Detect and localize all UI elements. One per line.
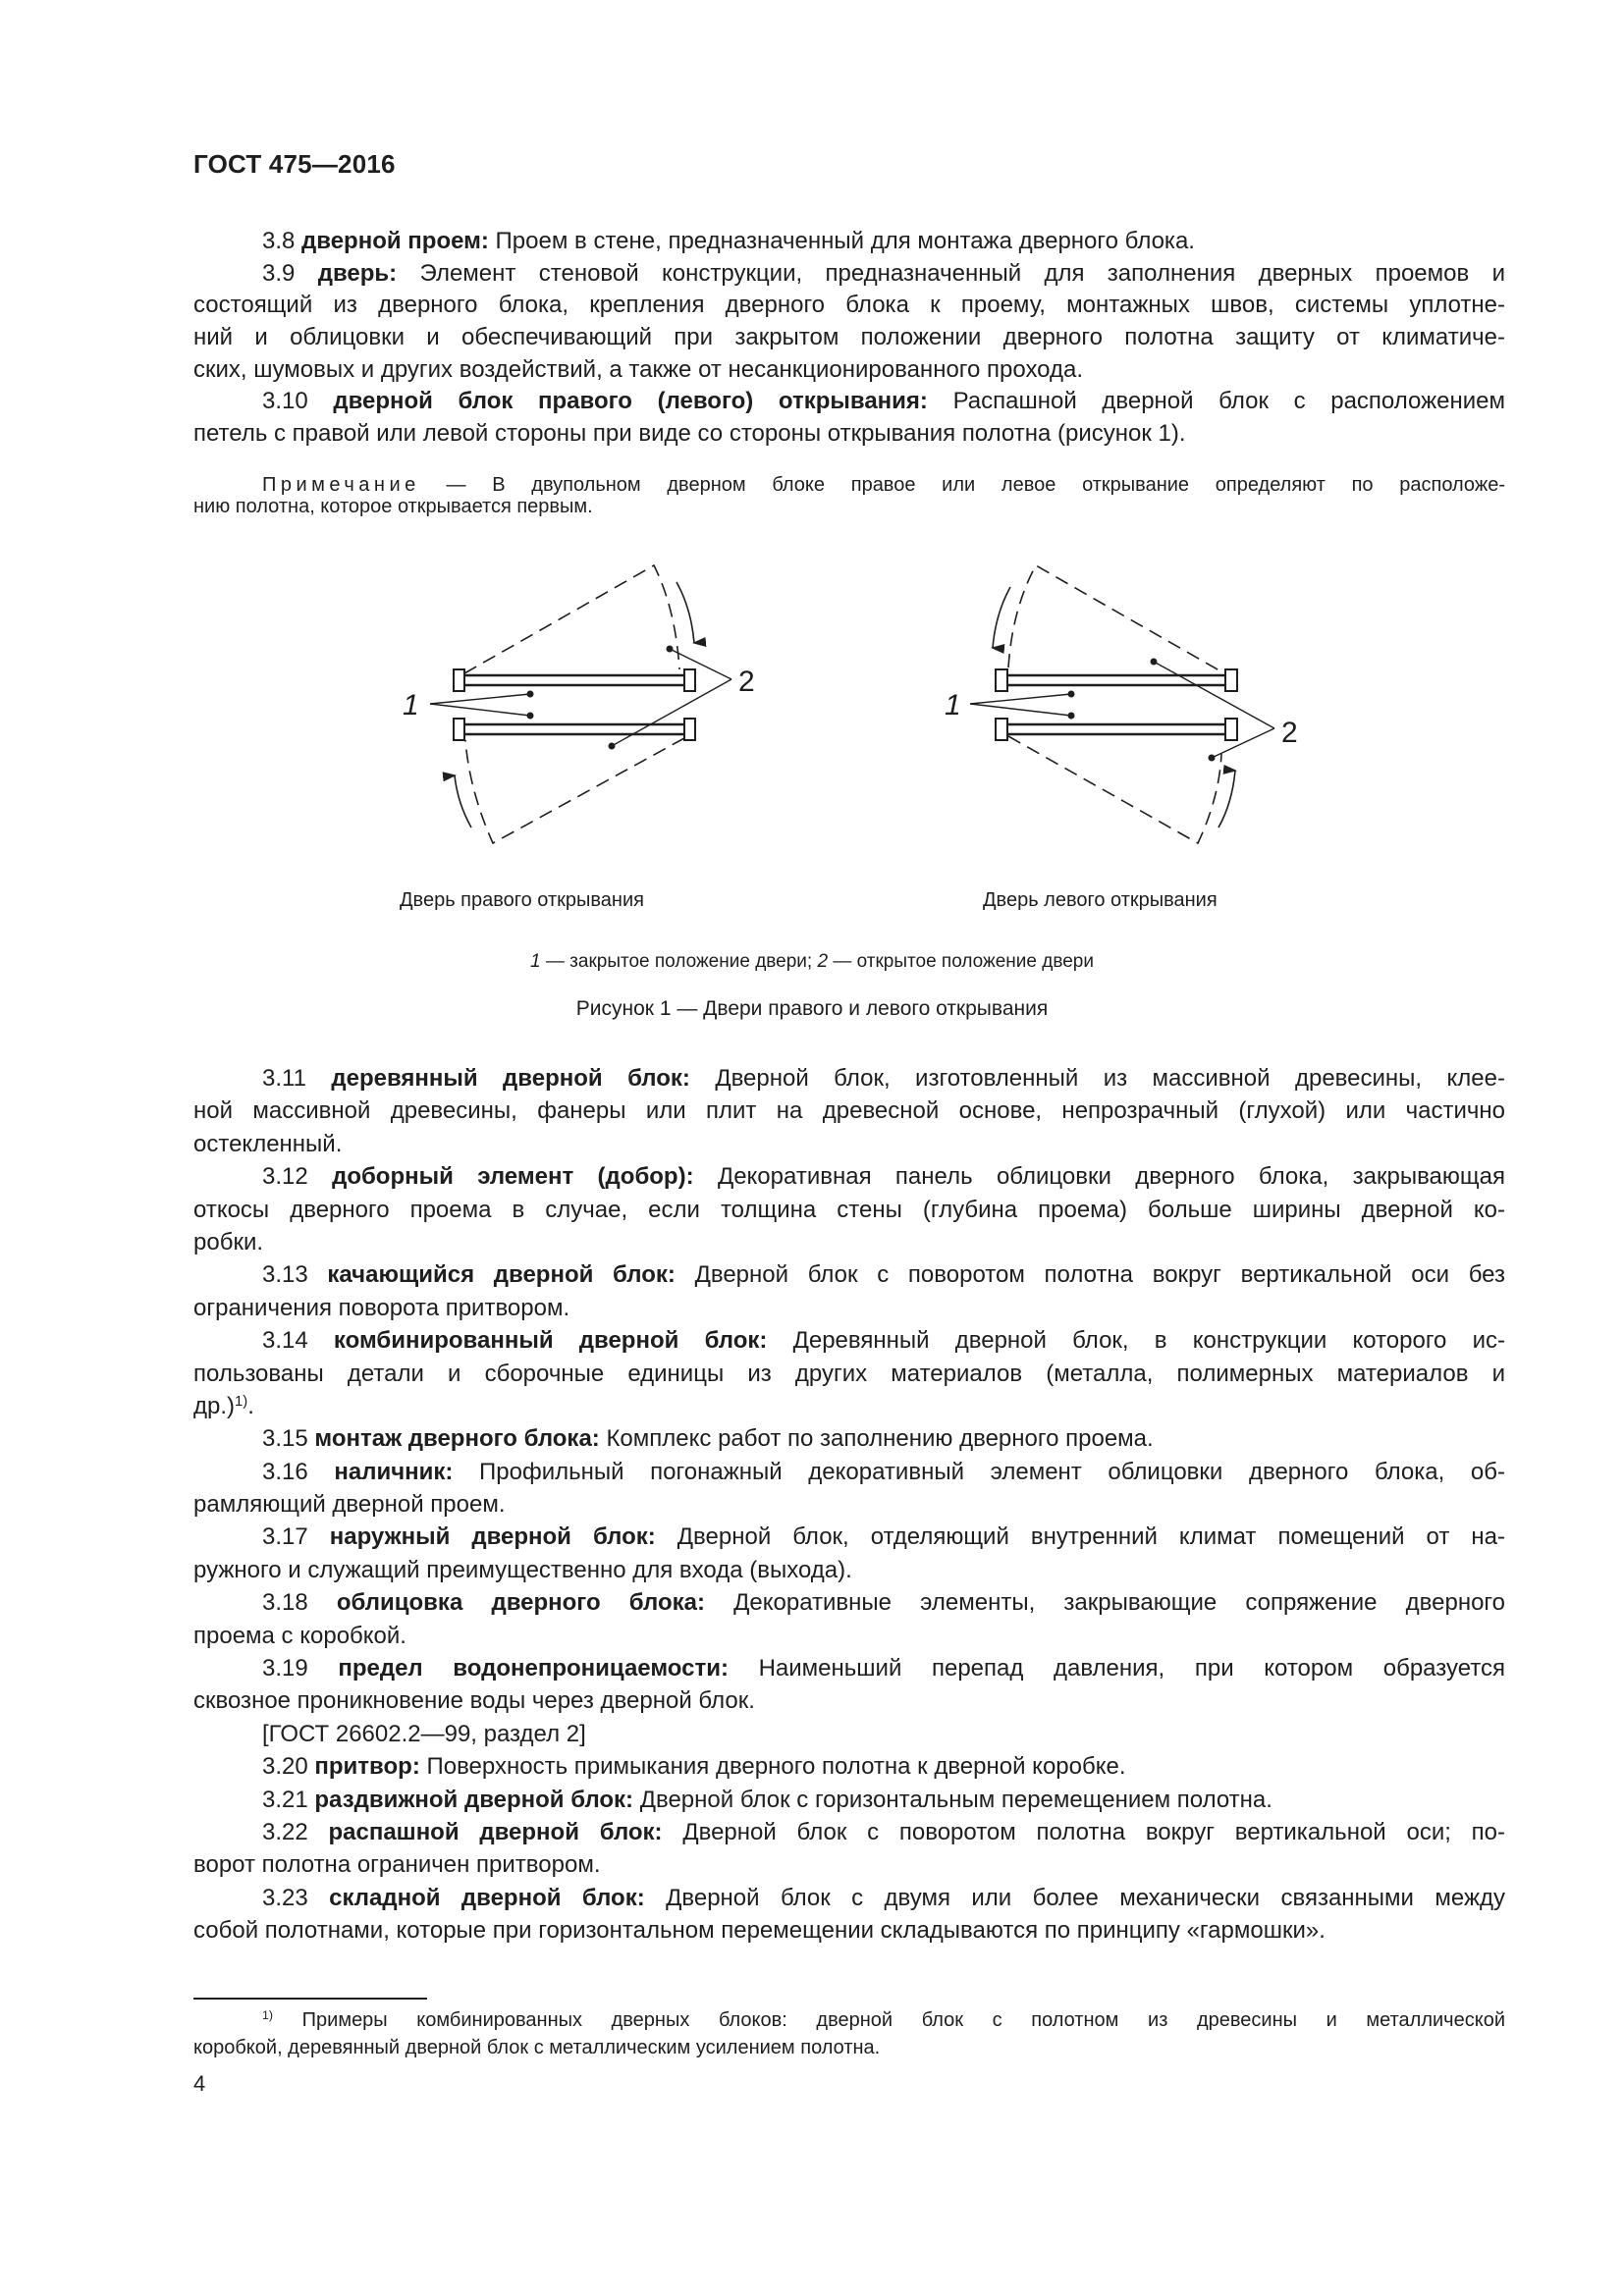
term-number: 3.22 [262,1818,329,1845]
note-label: Примечание [262,474,420,496]
caption-right-opening: Дверь правого открывания [400,889,644,911]
term-definition: ружного и служащий преимущественно для входа (выхода). [193,1556,852,1583]
term-number: 3.8 [262,228,302,254]
term-definition: Дверной блок с горизонтальным перемещением полотна. [633,1786,1272,1813]
term-line [193,1914,1505,1947]
term-name: монтаж дверного блока: [314,1425,600,1453]
term-line [193,1062,1505,1095]
label-closed-left: 1 [403,689,419,721]
term-number: 3.13 [262,1261,328,1289]
term-number: 3.12 [262,1163,333,1191]
term-number: 3.21 [262,1786,315,1813]
term-line [193,1456,1505,1488]
term-definition: Поверхность примыкания дверного полотна к дверной коробке. [419,1753,1126,1781]
term-line [193,1882,1505,1914]
term-name: раздвижной дверной блок: [314,1786,634,1813]
term-definition: ной массивной древесины, фанеры или плит на древесной основе, непрозрачный (глухой) или частично [193,1097,1505,1125]
term-number: 3.20 [262,1753,315,1781]
terms-block-main [193,1062,1505,1948]
term-line [193,1620,1505,1652]
term-line [193,1521,1505,1553]
door-opening-figure [0,0,1624,1041]
term-number: 3.19 [262,1655,339,1682]
term-name: облицовка дверного блока: [336,1589,705,1617]
term-definition: остекленный. [193,1130,343,1157]
term-name: дверной блок правого (левого) открывания: [333,388,928,415]
term-line [193,1194,1505,1226]
term-number: 3.11 [262,1065,332,1092]
term-name: дверь: [317,259,398,287]
figure-legend: 1 — закрытое положение двери; 2 — открытое положение двери [530,951,1094,972]
page-number: 4 [193,2071,206,2096]
term-definition: Декоративные элементы, закрывающие сопряжение дверного [704,1589,1505,1617]
term-line [193,1258,1505,1291]
term-line [193,1292,1505,1324]
term-definition: ворот полотна ограничен притвором. [193,1851,601,1879]
term-line [193,1554,1505,1586]
term-definition: Деревянный дверной блок, в конструкции которого ис- [767,1327,1505,1355]
term-number: 3.23 [262,1884,330,1911]
term-line [193,1784,1505,1816]
term-definition: собой полотнами, которые при горизонтальном перемещении складываются по принципу «гармошки». [193,1917,1326,1945]
term-number: 3.9 [262,259,318,287]
term-line [193,1160,1505,1193]
term-name: доборный элемент (добор): [332,1163,694,1191]
term-name: деревянный дверной блок: [331,1065,690,1092]
term-line [193,1488,1505,1521]
footnote-ref: 1) [235,1393,248,1410]
term-line [193,1848,1505,1881]
term-name: качающийся дверной блок: [327,1261,676,1289]
term-definition: проема с коробкой. [193,1622,406,1649]
term-line [193,1684,1505,1717]
term-definition: рамляющий дверной проем. [193,1491,506,1519]
term-line [193,1718,1505,1750]
term-line [193,1358,1505,1390]
term-name: комбинированный дверной блок: [333,1327,768,1355]
term-number: 3.16 [262,1458,335,1485]
term-number: 3.14 [262,1327,334,1355]
term-definition: Дверной блок с поворотом полотна вокруг вертикальной оси; по- [662,1818,1505,1845]
term-line: др.)$^{1)}$. [193,1392,254,1419]
term-definition: Профильный погонажный декоративный элемент облицовки дверного блока, об- [453,1458,1505,1485]
term-definition: пользованы детали и сборочные единицы из других материалов (металла, полимерных материалов и [193,1360,1505,1387]
term-line [193,1324,1505,1357]
note-line-2: нию полотна, которое открывается первым. [193,496,593,517]
term-definition: Дверной блок с двумя или более механически связанными между [644,1884,1505,1911]
figure-title: Рисунок 1 — Двери правого и левого открывания [575,997,1049,1020]
term-definition: Декоративная панель облицовки дверного блока, закрывающая [693,1163,1505,1191]
note-text: В двупольном дверном блоке правое или левое открывание определяют по расположе- [492,474,1505,496]
document-header: ГОСТ 475—2016 [193,149,396,179]
term-definition: ских, шумовых и других воздействий, а также от несанкционированного прохода. [193,355,1084,383]
term-definition: ограничения поворота притвором. [193,1294,570,1321]
label-open-left: 2 [738,666,755,698]
term-number: 3.10 [262,388,334,415]
term-definition: петель с правой или левой стороны при виде со стороны открывания полотна (рисунок 1). [193,420,1186,448]
label-open-right: 2 [1281,717,1298,749]
term-definition: сквозное проникновение воды через дверной блок. [193,1687,755,1715]
term-definition: Дверной блок с поворотом полотна вокруг вертикальной оси без [675,1261,1505,1289]
term-definition: Распашной дверной блок с расположением [927,388,1505,415]
left-opening-door-diagram [970,565,1274,843]
term-name: складной дверной блок: [329,1884,645,1911]
term-number: 3.18 [262,1589,337,1617]
term-definition: откосы дверного проема в случае, если толщина стены (глубина проема) больше ширины дверной ко- [193,1196,1505,1223]
term-line [193,1586,1505,1619]
footnote [193,2006,1505,2061]
term-definition: ний и облицовки и обеспечивающий при закрытом положении дверного полотна защиту от климатиче- [193,324,1505,351]
right-opening-door-diagram [430,565,731,843]
term-name: наличник: [334,1458,454,1485]
term-definition: робки. [193,1228,264,1255]
jamb-icon [454,669,464,691]
term-definition: Наименьший перепад давления, при котором образуется [728,1655,1505,1682]
term-definition: Дверной блок, изготовленный из массивной древесины, клее- [689,1065,1505,1092]
term-definition: состоящий из дверного блока, крепления дверного блока к проему, монтажных швов, системы уплотне- [193,292,1505,319]
term-definition: Проем в стене, предназначенный для монтажа дверного блока. [488,228,1195,254]
term-line [193,1128,1505,1160]
term-line [193,1652,1505,1684]
term-line [193,1095,1505,1127]
footnote-line-1: $^{1)}$ Примеры комбинированных дверных блоков: дверной блок с полотном из древесины и металлической [262,2008,1505,2031]
term-definition: Дверной блок, отделяющий внутренний климат помещений от на- [655,1523,1505,1551]
term-number: 3.17 [262,1523,330,1551]
footnote-line-2: коробкой, деревянный дверной блок с металлическим усилением полотна. [193,2037,881,2058]
term-name: дверной проем: [301,228,489,254]
term-line [193,1422,1505,1455]
term-line [193,1750,1505,1783]
term-number: 3.15 [262,1425,315,1453]
term-line [193,1226,1505,1258]
label-closed-right: 1 [945,689,961,721]
term-definition: Комплекс работ по заполнению дверного проема. [599,1425,1154,1453]
term-definition: [ГОСТ 26602.2—99, раздел 2] [262,1720,586,1747]
term-definition: др.) [193,1392,236,1419]
term-name: притвор: [314,1753,420,1781]
footnote-mark: 1) [262,2008,274,2023]
term-name: наружный дверной блок: [329,1523,656,1551]
term-name: предел водонепроницаемости: [338,1655,729,1682]
term-definition: Элемент стеновой конструкции, предназначенный для заполнения дверных проемов и [397,259,1505,287]
caption-left-opening: Дверь левого открывания [983,889,1218,911]
term-line [193,1816,1505,1848]
footnote-divider [193,1998,427,2000]
term-name: распашной дверной блок: [328,1818,663,1845]
note-line-1: Примечание — В двупольном дверном блоке правое или левое открывание определяют по расположе- [262,474,1505,496]
